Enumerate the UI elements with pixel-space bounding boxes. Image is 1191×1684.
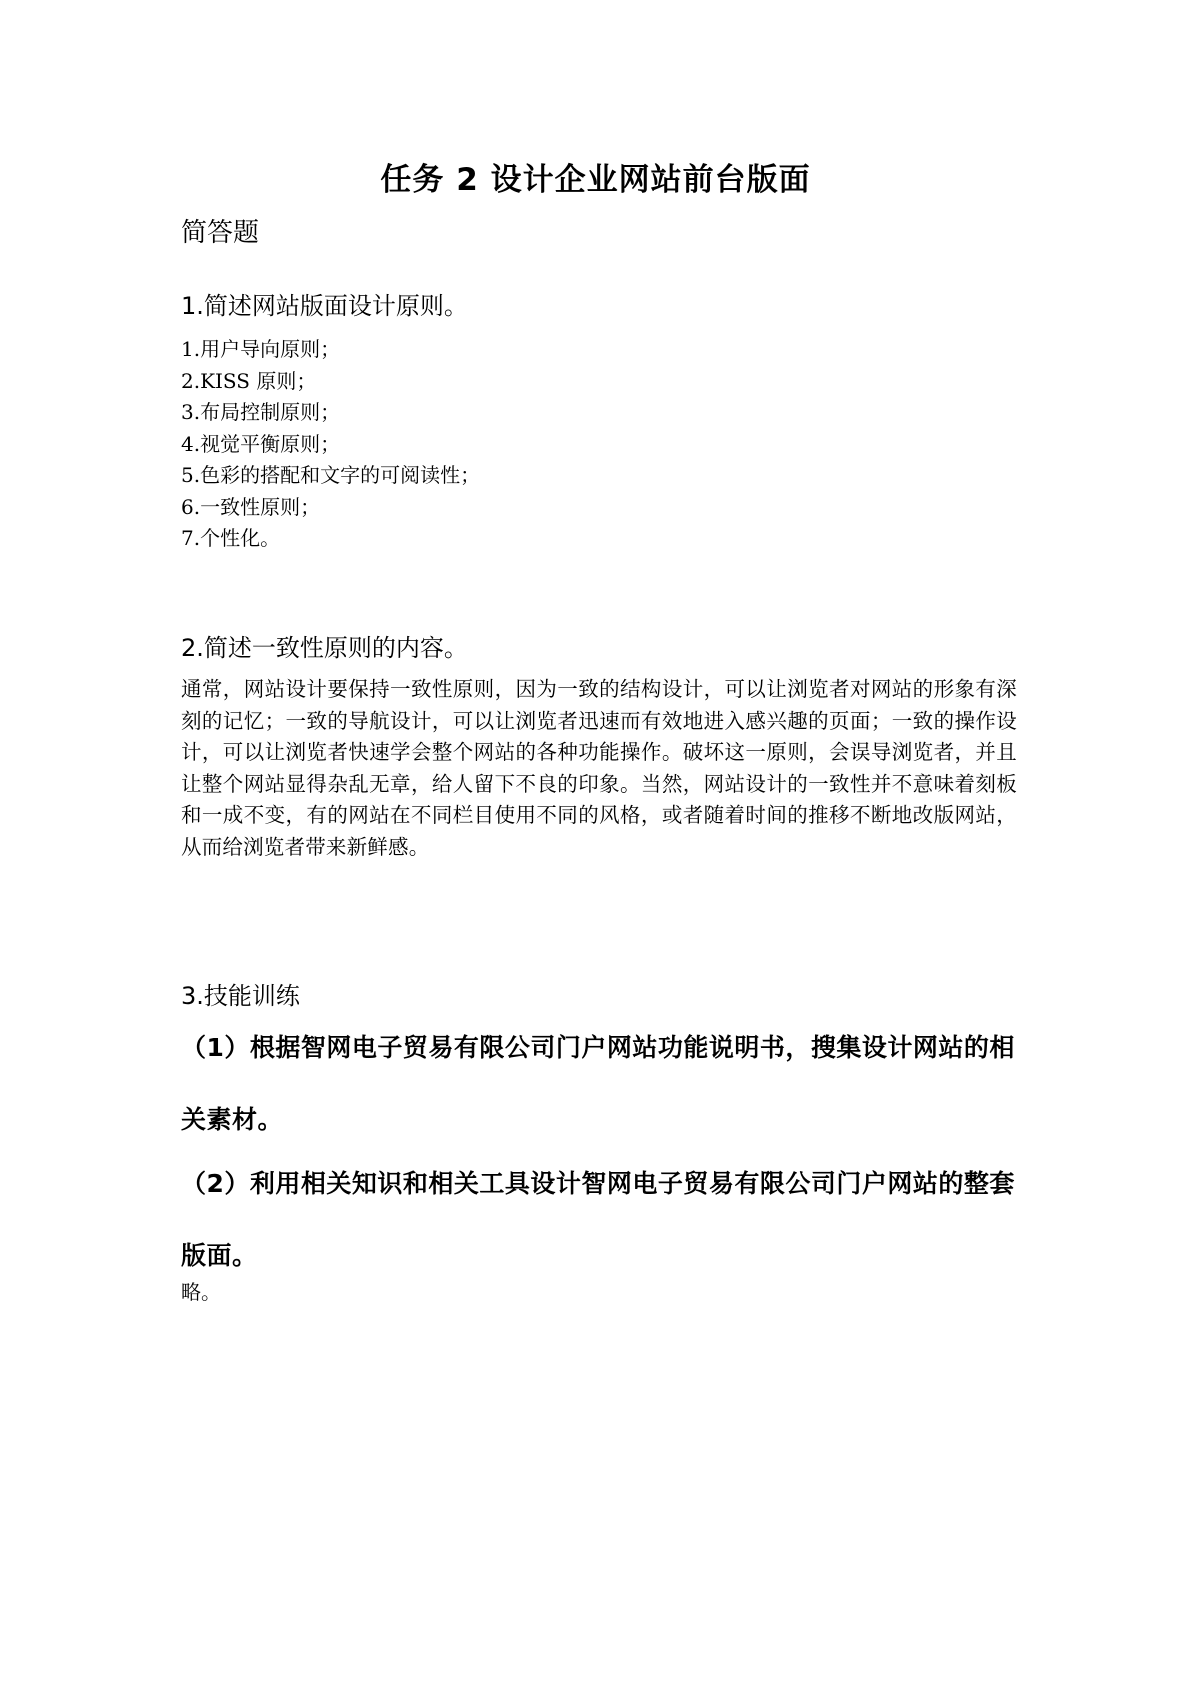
question-3-heading: 3.技能训练 [181, 982, 300, 1010]
list-item: 6.一致性原则； [181, 494, 321, 519]
list-item: 2.KISS 原则； [181, 368, 317, 393]
question-3-answer: 略。 [181, 1280, 221, 1304]
list-item: 5.色彩的搭配和文字的可阅读性； [181, 463, 481, 487]
list-item: 7.个性化。 [181, 526, 281, 550]
question-2-answer: 通常，网站设计要保持一致性原则，因为一致的结构设计，可以让浏览者对网站的形象有深刻的记忆；一致的导航设计，可以让浏览者迅速而有效地进入感兴趣的页面；一致的操作设计，可以让浏览者快速学会整个网站的各种功能操作。破坏这一原则，会误导浏览者，并且让整个网站显得杂乱无章，给人留下不良的印象。当然，网站设计的一致性并不意味着刻板和一成不变，有的网站在不同栏目使用不同的风格，或者随着时间的推移不断地改版网站，从而给浏览者带来新鲜感。 [181, 677, 1017, 859]
document-title: 任务 2 设计企业网站前台版面 [380, 162, 811, 198]
task-item-2: （2）利用相关知识和相关工具设计智网电子贸易有限公司门户网站的整套版面。 [181, 1169, 1015, 1270]
question-1-heading: 1.简述网站版面设计原则。 [181, 292, 468, 320]
list-item: 1.用户导向原则； [181, 337, 341, 361]
list-item: 3.布局控制原则； [181, 400, 341, 424]
question-2-heading: 2.简述一致性原则的内容。 [181, 634, 468, 662]
task-item-1: （1）根据智网电子贸易有限公司门户网站功能说明书，搜集设计网站的相关素材。 [181, 1033, 1015, 1134]
question-1-answer-list [181, 334, 480, 555]
section-label: 简答题 [181, 218, 260, 248]
list-item: 4.视觉平衡原则； [181, 431, 341, 456]
